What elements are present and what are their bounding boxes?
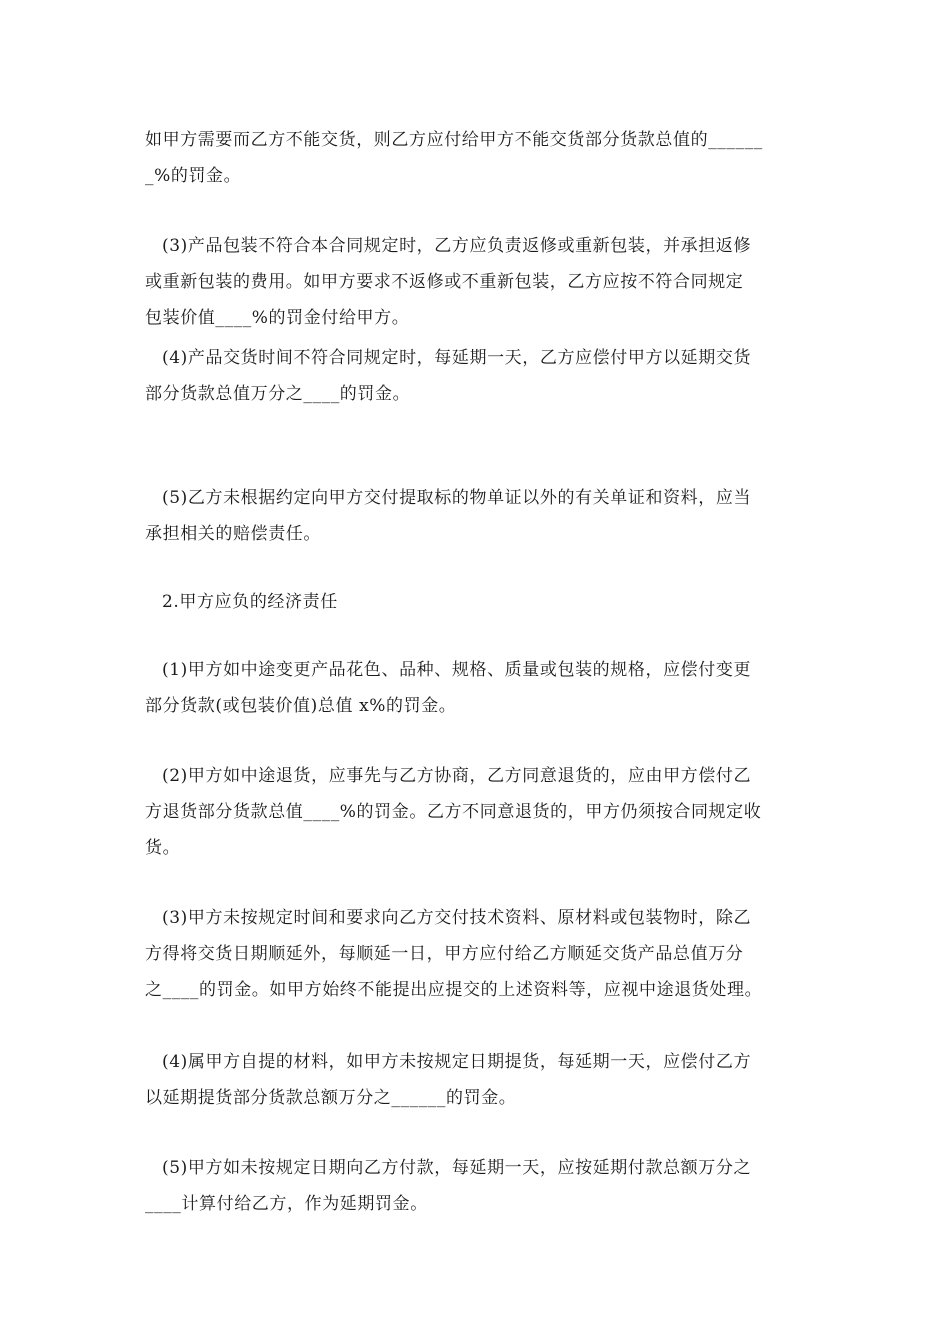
paragraph-line: (2)甲方如中途退货，应事先与乙方协商，乙方同意退货的，应由甲方偿付乙 — [162, 766, 752, 786]
paragraph-1 — [145, 122, 813, 194]
paragraph-line: 方退货部分货款总值____%的罚金。乙方不同意退货的，甲方仍须按合同规定收 — [145, 802, 762, 822]
paragraph-line: 货。 — [145, 838, 181, 858]
paragraph-line: (1)甲方如中途变更产品花色、品种、规格、质量或包装的规格，应偿付变更 — [162, 660, 752, 680]
paragraph-2 — [145, 228, 813, 336]
paragraph-8 — [145, 1044, 813, 1116]
paragraph-4 — [145, 480, 813, 552]
paragraph-line: 之____的罚金。如甲方始终不能提出应提交的上述资料等，应视中途退货处理。 — [145, 980, 763, 1000]
paragraph-line: 或重新包装的费用。如甲方要求不返修或不重新包装，乙方应按不符合同规定 — [145, 272, 744, 292]
paragraph-line: (4)属甲方自提的材料，如甲方未按规定日期提货，每延期一天，应偿付乙方 — [162, 1052, 752, 1072]
paragraph-line: (4)产品交货时间不符合同规定时，每延期一天，乙方应偿付甲方以延期交货 — [162, 348, 752, 368]
paragraph-line: 方得将交货日期顺延外，每顺延一日，甲方应付给乙方顺延交货产品总值万分 — [145, 944, 744, 964]
paragraph-line: _%的罚金。 — [145, 166, 242, 186]
paragraph-line: 以延期提货部分货款总额万分之______的罚金。 — [145, 1088, 517, 1108]
paragraph-5 — [145, 652, 813, 724]
paragraph-line: 承担相关的赔偿责任。 — [145, 524, 321, 544]
paragraph-line: (5)甲方如未按规定日期向乙方付款，每延期一天，应按延期付款总额万分之 — [162, 1158, 752, 1178]
paragraph-line: ____计算付给乙方，作为延期罚金。 — [145, 1194, 428, 1214]
paragraph-6 — [145, 758, 813, 866]
paragraph-3 — [145, 340, 813, 412]
paragraph-line: 部分货款(或包装价值)总值 x%的罚金。 — [145, 696, 457, 716]
section-heading-text: 2.甲方应负的经济责任 — [162, 592, 338, 612]
paragraph-7 — [145, 900, 813, 1008]
paragraph-line: 如甲方需要而乙方不能交货，则乙方应付给甲方不能交货部分货款总值的______ — [145, 130, 763, 150]
section-heading — [145, 584, 813, 620]
paragraph-line: 部分货款总值万分之____的罚金。 — [145, 384, 411, 404]
paragraph-line: 包装价值____%的罚金付给甲方。 — [145, 308, 410, 328]
paragraph-line: (3)产品包装不符合本合同规定时，乙方应负责返修或重新包装，并承担返修 — [162, 236, 752, 256]
paragraph-line: (3)甲方未按规定时间和要求向乙方交付技术资料、原材料或包装物时，除乙 — [162, 908, 752, 928]
paragraph-line: (5)乙方未根据约定向甲方交付提取标的物单证以外的有关单证和资料，应当 — [162, 488, 752, 508]
paragraph-9 — [145, 1150, 813, 1222]
